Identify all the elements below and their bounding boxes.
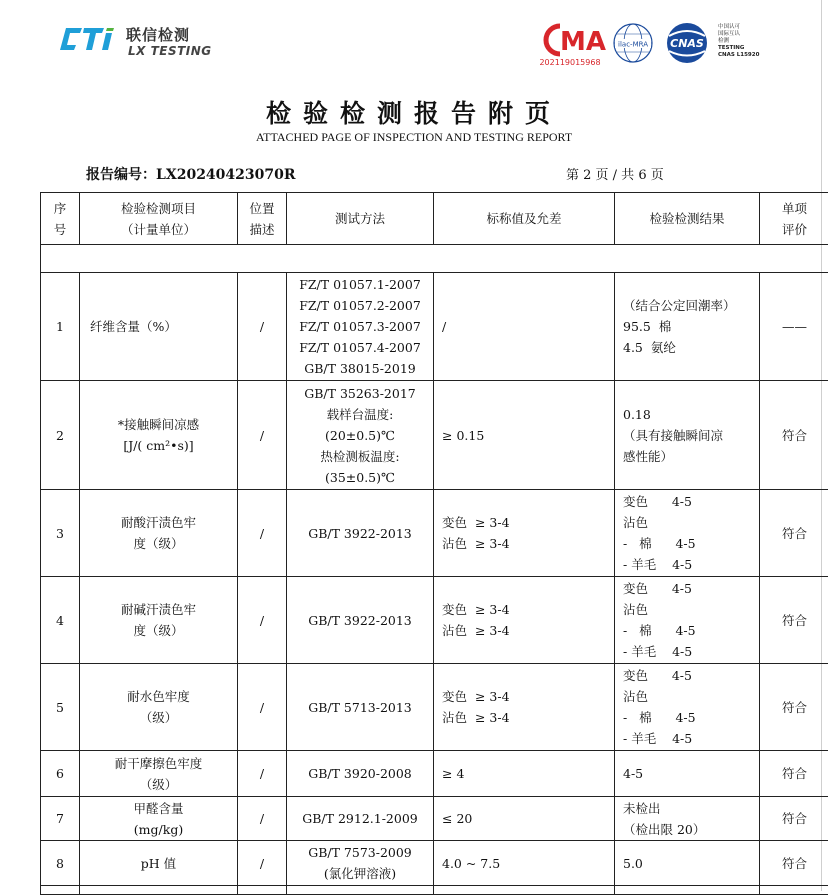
cell-position: / bbox=[238, 381, 287, 490]
cell-seq: 6 bbox=[41, 751, 80, 797]
table-row bbox=[41, 381, 828, 490]
header-method: 测试方法 bbox=[287, 193, 434, 245]
cell-seq: 7 bbox=[41, 797, 80, 841]
cell-item: 甲醛含量 (mg/kg) bbox=[80, 797, 238, 841]
header-position: 位置 描述 bbox=[238, 193, 287, 245]
logo-cn-text: 联信检测 bbox=[126, 24, 190, 45]
cell-item: 耐水色牢度 （级） bbox=[80, 664, 238, 751]
cell-evaluation: 符合 bbox=[760, 381, 828, 490]
table-row bbox=[41, 751, 828, 797]
cell-result: 变色 4-5 沾色 - 棉 4-5 - 羊毛 4-5 bbox=[615, 490, 760, 577]
cell-nominal: 变色 ≥ 3-4 沾色 ≥ 3-4 bbox=[434, 490, 615, 577]
cnas-info-line: 中国认可 bbox=[718, 24, 778, 31]
cell-nominal: 变色 ≥ 3-4 沾色 ≥ 3-4 bbox=[434, 664, 615, 751]
cnas-info-line: 国际互认 bbox=[718, 31, 778, 38]
cell-nominal: ≥ 0.15 bbox=[434, 381, 615, 490]
cma-mark bbox=[534, 20, 606, 70]
cell-seq: 1 bbox=[41, 273, 80, 381]
cell-position: / bbox=[238, 490, 287, 577]
header-result: 检验检测结果 bbox=[615, 193, 760, 245]
cell-nominal: ≥ 4 bbox=[434, 751, 615, 797]
lx-logo-icon bbox=[56, 24, 122, 54]
cell-seq: 3 bbox=[41, 490, 80, 577]
results-table bbox=[40, 192, 828, 895]
cell-evaluation: 符合 bbox=[760, 841, 828, 886]
cell-result: 未检出 （检出限 20） bbox=[615, 797, 760, 841]
report-number: 报告编号：LX20240423070R bbox=[86, 164, 296, 184]
cma-number: 202119015968 bbox=[534, 58, 606, 67]
cell-item: 耐酸汗渍色牢 度（级） bbox=[80, 490, 238, 577]
cell-position: / bbox=[238, 797, 287, 841]
cell-result: 4-5 bbox=[615, 751, 760, 797]
cell-seq: 8 bbox=[41, 841, 80, 886]
table-header-row bbox=[41, 193, 828, 245]
cnas-info-line: CNAS L15920 bbox=[718, 52, 778, 59]
cell-result: 5.0 bbox=[615, 841, 760, 886]
header-item: 检验检测项目 （计量单位） bbox=[80, 193, 238, 245]
header-nominal: 标称值及允差 bbox=[434, 193, 615, 245]
cell-method: GB/T 3920-2008 bbox=[287, 751, 434, 797]
ilac-label: ilac-MRA bbox=[618, 41, 648, 49]
cnas-info-line: TESTING bbox=[718, 45, 778, 52]
cell-item: *接触瞬间凉感 [J/( cm²•s)] bbox=[80, 381, 238, 490]
cell-item: 耐碱汗渍色牢 度（级） bbox=[80, 577, 238, 664]
cell-evaluation: 符合 bbox=[760, 751, 828, 797]
cell-nominal: 变色 ≥ 3-4 沾色 ≥ 3-4 bbox=[434, 577, 615, 664]
table-row bbox=[41, 273, 828, 381]
page-title: 检验检测报告附页 bbox=[0, 94, 828, 130]
cell-method: GB/T 3922-2013 bbox=[287, 490, 434, 577]
cell-nominal: / bbox=[434, 273, 615, 381]
cell-evaluation: 符合 bbox=[760, 490, 828, 577]
cell-result: 变色 4-5 沾色 - 棉 4-5 - 羊毛 4-5 bbox=[615, 664, 760, 751]
header-seq: 序 号 bbox=[41, 193, 80, 245]
page-indicator: 第 2 页 / 共 6 页 bbox=[566, 164, 664, 183]
cell-method: GB/T 2912.1-2009 bbox=[287, 797, 434, 841]
cell-item: 耐干摩擦色牢度 （级） bbox=[80, 751, 238, 797]
cma-logo-label: MA bbox=[560, 27, 606, 57]
cell-evaluation: —— bbox=[760, 273, 828, 381]
cell-result: 0.18 （具有接触瞬间凉 感性能） bbox=[615, 381, 760, 490]
company-logo bbox=[56, 22, 236, 62]
cell-result: （结合公定回潮率） 95.5 棉 4.5 氨纶 bbox=[615, 273, 760, 381]
table-row bbox=[41, 797, 828, 841]
cnas-label: CNAS bbox=[670, 37, 704, 50]
cell-method: GB/T 35263-2017 载样台温度: (20±0.5)℃ 热检测板温度: (35±0.5)℃ bbox=[287, 381, 434, 490]
cell-position: / bbox=[238, 273, 287, 381]
cell-nominal: 4.0 ~ 7.5 bbox=[434, 841, 615, 886]
cell-evaluation: 符合 bbox=[760, 664, 828, 751]
spacer-row bbox=[41, 245, 828, 273]
cell-method: GB/T 7573-2009 (氯化钾溶液) bbox=[287, 841, 434, 886]
header-evaluation: 单项 评价 bbox=[760, 193, 828, 245]
logo-en-text: LX TESTING bbox=[128, 44, 212, 58]
cell-seq: 4 bbox=[41, 577, 80, 664]
ilac-mra-logo-icon bbox=[612, 22, 654, 66]
table-row bbox=[41, 664, 828, 751]
cell-seq: 5 bbox=[41, 664, 80, 751]
cnas-accreditation-info bbox=[718, 24, 778, 59]
cell-position: / bbox=[238, 841, 287, 886]
cell-seq: 2 bbox=[41, 381, 80, 490]
cnas-info-line: 检测 bbox=[718, 38, 778, 45]
cell-nominal: ≤ 20 bbox=[434, 797, 615, 841]
cell-evaluation: 符合 bbox=[760, 577, 828, 664]
table-row bbox=[41, 577, 828, 664]
cell-result: 变色 4-5 沾色 - 棉 4-5 - 羊毛 4-5 bbox=[615, 577, 760, 664]
cell-position: / bbox=[238, 664, 287, 751]
cell-item: 纤维含量（%） bbox=[80, 273, 238, 381]
page-subtitle: ATTACHED PAGE OF INSPECTION AND TESTING REPORT bbox=[0, 130, 828, 145]
cma-logo-icon bbox=[534, 22, 606, 58]
cell-method: GB/T 5713-2013 bbox=[287, 664, 434, 751]
table-row-partial bbox=[41, 886, 828, 895]
cnas-logo-icon bbox=[660, 22, 714, 66]
cell-evaluation: 符合 bbox=[760, 797, 828, 841]
table-row bbox=[41, 841, 828, 886]
cell-position: / bbox=[238, 751, 287, 797]
cell-method: GB/T 3922-2013 bbox=[287, 577, 434, 664]
cell-method: FZ/T 01057.1-2007 FZ/T 01057.2-2007 FZ/T 01057.3-2007 FZ/T 01057.4-2007 GB/T 38015-2019 bbox=[287, 273, 434, 381]
cell-position: / bbox=[238, 577, 287, 664]
cell-item: pH 值 bbox=[80, 841, 238, 886]
table-row bbox=[41, 490, 828, 577]
